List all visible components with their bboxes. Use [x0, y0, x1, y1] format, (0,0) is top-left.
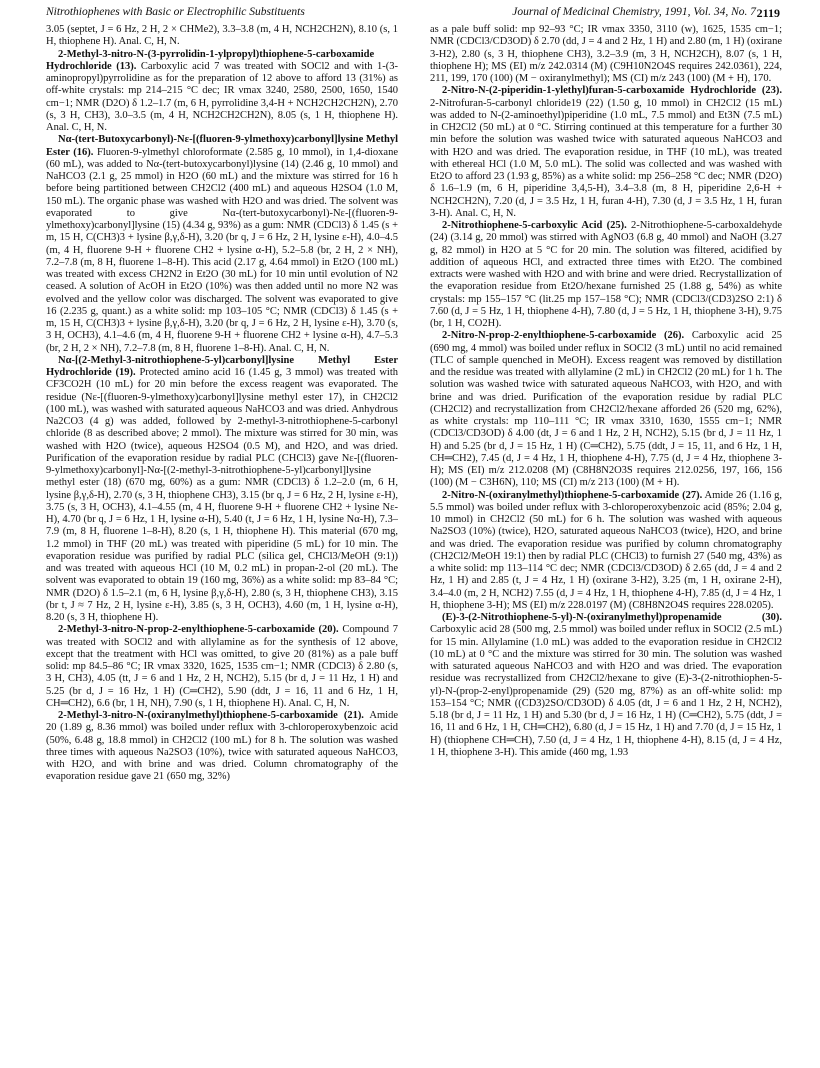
compound-heading: 2-Methyl-3-nitro-N-(3-pyrrolidin-1-ylpropyl)thiophene-5-carboxamide Hydrochloride (13).: [46, 48, 375, 72]
running-title: Nitrothiophenes with Basic or Electrophilic Substituents: [46, 6, 305, 18]
paragraph-text: Carboxylic acid 28 (500 mg, 2.5 mmol) was boiled under reflux in SOCl2 (2.5 mL) for 15 min. Allylamine (1.0 mL) was added to the evaporation residue in CH2Cl2 (10 mL) at 0 °C and the mixture was stirred for 30 min. The solution was washed with saturated aqueous NaHCO3 and with H2O and was dried. The evaporation residue was recrystallized from CH2Cl2/hexane to give (E)-3-(2-nitrothiophen-5-yl)-N-(prop-2-enyl)propenamide (29) (520 mg, 87%) as an off-white solid: mp 153–154 °C; NMR ((CD3)2SO/CD3OD) δ 4.05 (dt, J = 6 and 1 Hz, 2 H, NCH2), 5.18 (br d, J = 11 Hz, 1 H) and 5.30 (br d, J = 16 Hz, 1 H) (C═CH2), 5.75 (ddt, J = 16, 11 and 6 Hz, 1 H, CH═CH2), 6.80 (d, J = 15 Hz, 1 H) and 7.70 (d, J = 15 Hz, 1 H) (thiophene CH═CH), 7.50 (d, J = 4 Hz, 1 H, thiophene 4-H), 8.15 (d, J = 4 Hz, 1 H, thiophene 3-H). This amide (460 mg, 1.93: [430, 624, 782, 758]
paragraph-text: Amide 26 (1.16 g, 5.5 mmol) was boiled under reflux with 3-chloroperoxybenzoic acid (85%; 2.04 g, 10 mmol) in CH2Cl2 (50 mL) for 6 h. The solution was washed with aqueous Na2SO3 (10%) (twice), H2O, saturated aqueous NaHCO3 (twice), H2O, and brine and was dried. The evaporation residue was purified by column chromatography (CH2Cl2/MeOH 19:1) then by radial PLC (CHCl3) to furnish 27 (540 mg, 43%) as a white solid: mp 113–114 °C dec; NMR (CDCl3/CD3OD) δ 2.65 (dd, J = 4 and 2 Hz, 1 H) and 2.85 (t, J = 4 Hz, 1 H) (oxirane 3-H2), 3.25 (m, 1 H, oxirane 2-H), 3.4–4.0 (m, 2 H, NCH2) 7.55 (d, J = 4 Hz, 1 H, thiophene 4-H), 7.85 (d, J = 4 Hz, 1 H, thiophene 3-H); MS (EI) m/z 228.0197 (M) (C8H8N2O4S requires 228.0205).: [430, 489, 782, 611]
compound-heading: 2-Nitro-N-(2-piperidin-1-ylethyl)furan-5-carboxamide Hydrochloride (23).: [442, 85, 782, 97]
paragraph-text: Carboxylic acid 25 (690 mg, 4 mmol) was boiled under reflux in SOCl2 (3 mL) until no acid remained (TLC of sample quenched in MeOH). Excess reagent was removed by distillation and the residue was treated with allylamine (2 mL) in CH2Cl2 (20 mL) for 1 h. The solution was washed twice with saturated aqueous NaHCO3, with H2O, and with brine and was dried. Purification of the evaporation residue by radial PLC (CH2Cl2) and recrystallization from CH2Cl2/hexane afforded 26 (520 mg, 62%), as white crystals: mp 110–111 °C; IR νmax 3310, 1630, 1555 cm−1; NMR (CDCl3/CD3OD) δ 4.00 (dt, J = 6 and 1 Hz, 2 H, NCH2), 5.15 (br d, J = 11 Hz, 1 H) and 5.25 (br d, J = 15 Hz, 1 H) (C═CH2), 5.75 (ddt, J = 15, 11, and 6 Hz, 1 H, CH═CH2), 7.45 (d, J = 4 Hz, 1 H, thiophene 4-H), 7.75 (d, J = 4 Hz, thiophene 3-H); MS (EI) m/z 212.0208 (M) (C8H8N2O3S requires 212.0256, 197, 166, 156 (100) (M − C3H6N), 110; MS (CI) m/z 213 (100) (M + H).: [430, 330, 782, 489]
paragraph-text: 2-Nitrofuran-5-carbonyl chloride19 (22) (1.50 g, 10 mmol) in CH2Cl2 (15 mL) was added to N-(2-aminoethyl)piperidine (1.0 mL, 7.5 mmol) and Et3N (7.5 mL) in CH2Cl2 (50 mL) at 0 °C. Stirring continued at this temperature for a further 30 min before the solution was washed twice with saturated aqueous NaHCO3 and with H2O and was dried. The evaporation residue, in THF (10 mL), was treated with ethereal HCl (1.0 M, 5.0 mL). The solid was collected and was washed with Et2O to afford 23 (1.93 g, 85%) as a white solid: mp 256–258 °C dec; NMR (D2O) δ 1.6–1.9 (m, 6 H, piperidine 3,4,5-H), 3.4–3.8 (m, 8 H, piperidine 2,6-H + NCH2CH2N), 7.20 (d, J = 3.5 Hz, 1 H, furan 4-H), 7.30 (d, J = 3.5 Hz, 1 H, furan 3-H). Anal. C, H, N.: [430, 97, 782, 219]
paragraph: [46, 624, 398, 710]
paragraph-text: as a pale buff solid: mp 92–93 °C; IR νmax 3350, 3110 (w), 1625, 1535 cm−1; NMR (CDCl3/CD3OD) δ 2.70 (dd, J = 4 and 2 Hz, 1 H) and 2.80 (m, 1 H) (oxirane 3-H2), 2.80 (s, 3 H, thiophene CH3), 3.2–3.9 (m, 3 H, NCH2CH), 8.07 (s, 1 H, thiophene H); MS (EI) m/z 242.0314 (M) (C9H10N2O4S requires 242.0361), 224, 211, 199, 170 (100) (M − oxiranylmethyl); MS (CI) m/z 243 (100) (M + H), 170.: [430, 24, 782, 84]
right-column: [430, 24, 782, 1054]
page-number: 2119: [756, 6, 780, 20]
compound-heading: 2-Nitro-N-prop-2-enylthiophene-5-carboxamide (26).: [442, 330, 685, 342]
paragraph: [46, 24, 398, 49]
paragraph-text: Fluoren-9-ylmethyl chloroformate (2.585 g, 10 mmol), in 1,4-dioxane (60 mL), was added to Nα-(tert-butoxycarbonyl)lysine (14) (2.46 g, 10 mmol) and NaHCO3 (2.1 g, 25 mmol) in H2O (60 mL) and the mixture was stirred for 16 h before being partitioned between CH2Cl2 (400 mL) and aqueous H2SO4 (1.0 M, 150 mL). The organic phase was washed with H2O and was dried. The solvent was evaporated to give Nα-(tert-butoxycarbonyl)-Nε-[(fluoren-9-ylmethoxy)carbonyl]lysine (15) (4.34 g, 93%) as a gum: NMR (CDCl3) δ 1.45 (s + m, 15 H, C(CH3)3 + lysine β,γ,δ-H), 3.20 (br q, J = 6 Hz, 2 H, lysine ε-H), 4.0–4.5 (m, 4 H, fluorene 9-H + fluorene CH2 + lysine α-H), 5.2–5.8 (br, 2 H, 2 × NH), 7.2–7.8 (m, 8 H, fluorene 1–8-H). This acid (2.17 g, 4.64 mmol) in Et2O (100 mL) was treated with excess CH2N2 in Et2O (30 mL) for 10 min until evolution of N2 ceased. A solution of AcOH in Et2O (10%) was then added until no more N2 was evolved and the yellow color was discharged. The solvent was evaporated to give 16 (2.235 g, quant.) as a white solid: mp 103–105 °C; NMR (CDCl3) δ 1.45 (s + m, 15 H, C(CH3)3 + lysine β,γ,δ-H), 3.20 (br q, J = 6 Hz, 2 H, lysine ε-H), 3.70 (s, 3 H, OCH3), 4.1–4.6 (m, 4 H, fluorene 9-H + fluorene CH2 + lysine α-H), 4.7–5.3 (br, 2 H, 2 × NH), 7.2–7.8 (m, 8 H, fluorene 1–8-H). Anal. C, H, N.: [46, 146, 398, 354]
paragraph: [430, 85, 782, 220]
compound-heading: 2-Methyl-3-nitro-N-prop-2-enylthiophene-5-carboxamide (20).: [58, 624, 339, 636]
paragraph: [430, 490, 782, 613]
paragraph: [430, 330, 782, 489]
paragraph: [46, 49, 398, 135]
running-header: [46, 6, 780, 22]
paragraph: [46, 355, 398, 625]
compound-heading: (E)-3-(2-Nitrothiophene-5-yl)-N-(oxiranylmethyl)propenamide (30).: [442, 612, 782, 623]
compound-heading: Nα-[(2-Methyl-3-nitrothiophene-5-yl)carbonyl]lysine Methyl Ester Hydrochloride (19).: [46, 354, 398, 378]
left-column: [46, 24, 398, 1054]
paragraph-text: 3.05 (septet, J = 6 Hz, 2 H, 2 × CHMe2), 3.3–3.8 (m, 4 H, NCH2CH2N), 8.10 (s, 1 H, thiophene H). Anal. C, H, N.: [46, 24, 398, 48]
journal-citation: Journal of Medicinal Chemistry, 1991, Vol. 34, No. 7: [512, 6, 756, 18]
paragraph: [430, 220, 782, 330]
paragraph: [430, 24, 782, 85]
compound-heading: 2-Nitrothiophene-5-carboxylic Acid (25).: [442, 220, 627, 231]
compound-heading: 2-Nitro-N-(oxiranylmethyl)thiophene-5-carboxamide (27).: [442, 489, 703, 501]
compound-heading: Nα-(tert-Butoxycarbonyl)-Nε-[(fluoren-9-ylmethoxy)carbonyl]lysine Methyl Ester (16).: [46, 134, 398, 158]
paragraph-text: Amide 20 (1.89 g, 8.36 mmol) was boiled under reflux with 3-chloroperoxybenzoic acid (50%, 6.48 g, 18.8 mmol) in CH2Cl2 (100 mL) for 8 h. The solution was washed three times with aqueous Na2SO3 (10%), twice with saturated aqueous NaHCO3, with H2O, and with brine and was dried. Column chromatography of the evaporation residue gave 21 (650 mg, 32%): [46, 710, 398, 783]
paragraph: [46, 134, 398, 355]
paragraph: [46, 710, 398, 784]
paragraph-text: Protected amino acid 16 (1.45 g, 3 mmol) was treated with CF3CO2H (10 mL) for 20 min before the excess reagent was evaporated. The residue (Nε-[(fluoren-9-ylmethoxy)carbonyl]lysine methyl ester 17), in CH2Cl2 (100 mL), was washed with saturated aqueous NaHCO3 and was dried. Anhydrous Na2CO3 (4 g) was added, followed by 2-methyl-3-nitrothiophene-5-carbonyl chloride (8 as described above; 2 mmol). The mixture was stirred for 30 min, was washed with H2O (twice), aqueous H2SO4 (0.5 M), and H2O, and was dried. Purification of the evaporation residue by radial PLC (CHCl3) gave Nε-[(fluoren-9-ylmethoxy)carbonyl]-Nα-[(2-methyl-3-nitrothiophene-5-yl)carbonyl]lysine methyl ester (18) (670 mg, 60%) as a gum: NMR (CDCl3) δ 1.2–2.0 (m, 6 H, lysine β,γ,δ-H), 2.70 (s, 3 H, thiophene CH3), 3.15 (br q, J = 6 Hz, 2 H, lysine ε-H), 3.75 (s, 3 H, OCH3), 4.1–4.55 (m, 4 H, fluorene 9-H + fluorene CH2 + lysine Nε-H), 4.70 (br q, J = 6 Hz, 1 H, lysine α-H), 5.40 (t, J = 6 Hz, 1 H, lysine Nα-H), 7.3–7.9 (m, 8 H, fluorene 1–8-H), 8.20 (s, 1 H, thiophene H). This material (670 mg, 1.2 mmol) in THF (20 mL) was treated with piperidine (5 mL) for 10 min. The evaporation residue was purified by radial PLC (silica gel, CHCl3/MeOH (9:1)) and was treated with aqueous HCl (10 M, 0.2 mL) in propan-2-ol (20 mL). The solvent was evaporated to obtain 19 (160 mg, 36%) as a white solid: mp 83–84 °C; NMR (D2O) δ 1.5–2.1 (m, 6 H, lysine β,γ,δ-H), 2.80 (s, 3 H, thiophene CH3), 3.15 (br t, J ≈ 7 Hz, 2 H, lysine ε-H), 3.85 (s, 3 H, OCH3), 4.60 (m, 1 H, lysine α-H), 8.20 (s, 3 H, thiophene H).: [46, 367, 398, 623]
paragraph-text: Compound 7 was treated with SOCl2 and with allylamine as for the synthesis of 12 above, except that the treatment with HCl was omitted, to give 20 (81%) as a pale buff solid: mp 84.5–86 °C; IR νmax 3320, 1625, 1535 cm−1; NMR (CDCl3) δ 2.80 (s, 3 H, CH3), 4.05 (tt, J = 6 and 1 Hz, 2 H, NCH2), 5.15 (br d, J = 11 Hz, 1 H) and 5.25 (br d, J = 16 Hz, 1 H) (C═CH2), 5.90 (ddt, J = 16, 11 and 6 Hz, 1 H, CH═CH2), 6.6 (br, 1 H, NH), 7.90 (s, 1 H, thiophene H). Anal. C, H, N.: [46, 624, 398, 709]
paragraph-text: Carboxylic acid 7 was treated with SOCl2 and with 1-(3-aminopropyl)pyrrolidine as for the preparation of 12 above to afford 13 (31%) as off-white crystals: mp 214–215 °C dec; IR νmax 3240, 2580, 2500, 1650, 1540 cm−1; NMR (D2O) δ 1.2–1.7 (m, 6 H, pyrrolidine 3,4-H + NCH2CH2CH2N), 2.70 (s, 3 H, CH3), 3.0–3.5 (m, 4 H, NCH2CH2CH2N), 8.05 (s, 1 H, thiophene H). Anal. C, H, N.: [46, 60, 398, 133]
paragraph-text: 2-Nitrothiophene-5-carboxaldehyde (24) (3.14 g, 20 mmol) was stirred with AgNO3 (6.8 g, 40 mmol) and NaOH (3.27 g, 82 mmol) in H2O at 5 °C for 20 min. The solution was filtered, acidified by addition of aqueous HCl, and extracted three times with Et2O. The combined extracts were washed with H2O and with brine and were dried. Recrystallization of the evaporation residue from Et2O/hexane furnished 25 (1.88 g, 54%) as white crystals: mp 155–157 °C (lit.25 mp 157–158 °C); NMR (CDCl3/(CD3)2SO 2:1) δ 7.60 (d, J = 5 Hz, 1 H, thiophene 4-H), 7.80 (d, J = 5 Hz, 1 H, thiophene 3-H), 9.75 (br, 1 H, CO2H).: [430, 220, 782, 329]
compound-heading: 2-Methyl-3-nitro-N-(oxiranylmethyl)thiophene-5-carboxamide (21).: [58, 710, 364, 721]
paragraph: [430, 612, 782, 759]
